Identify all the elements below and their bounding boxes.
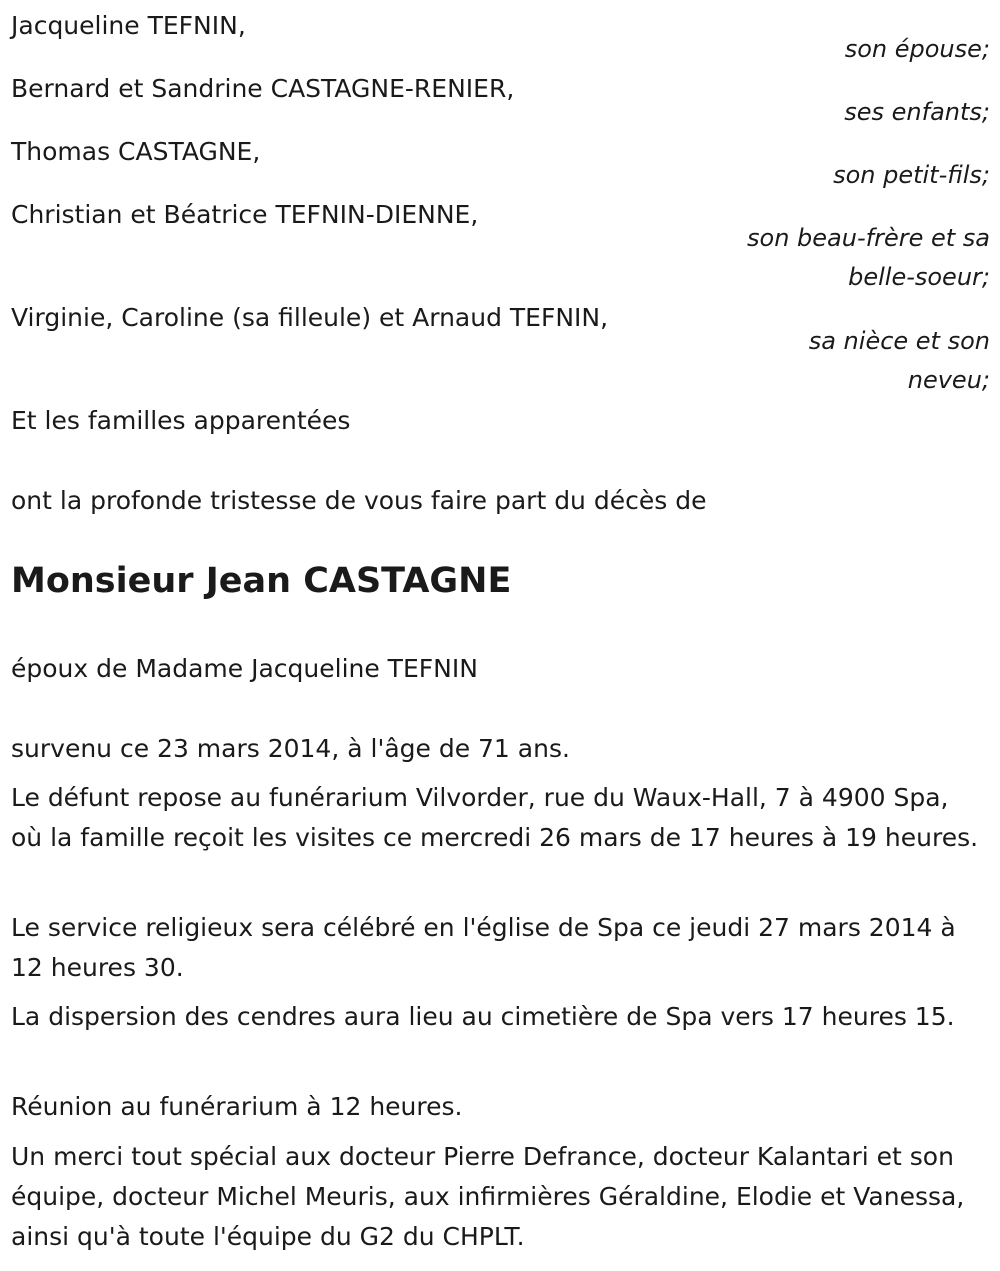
thanks-paragraph: Un merci tout spécial aux docteur Pierre Defrance, docteur Kalantari et son équipe, docteur Michel Meuris, aux infirmières Géraldine, Elodie et Vanessa, ainsi qu'à toute l'équipe du G2 du CHPLT. xyxy=(11,1142,965,1251)
family-member-role: son épouse; xyxy=(844,35,990,63)
family-member-name: Jacqueline TEFNIN, xyxy=(11,11,246,40)
family-member-role: son beau-frère et sa xyxy=(747,224,990,252)
ashes-paragraph: La dispersion des cendres aura lieu au cimetière de Spa vers 17 heures 15. xyxy=(11,1002,955,1031)
family-member-name: Thomas CASTAGNE, xyxy=(11,137,261,166)
family-member-role: ses enfants; xyxy=(844,98,990,126)
family-member-name: Bernard et Sandrine CASTAGNE-RENIER, xyxy=(11,74,515,103)
family-member-role: son petit-fils; xyxy=(833,161,990,189)
deceased-name: Monsieur Jean CASTAGNE xyxy=(11,561,512,601)
families-line: Et les familles apparentées xyxy=(11,406,351,435)
family-member-name: Christian et Béatrice TEFNIN-DIENNE, xyxy=(11,200,479,229)
service-paragraph: Le service religieux sera célébré en l'église de Spa ce jeudi 27 mars 2014 à 12 heures 30. xyxy=(11,913,956,982)
family-member-name: Virginie, Caroline (sa filleule) et Arnaud TEFNIN, xyxy=(11,303,609,332)
family-member-role: neveu; xyxy=(907,366,990,394)
date-age-paragraph: survenu ce 23 mars 2014, à l'âge de 71 ans. xyxy=(11,734,570,763)
funerarium-paragraph: Le défunt repose au funérarium Vilvorder, rue du Waux-Hall, 7 à 4900 Spa, où la famille reçoit les visites ce mercredi 26 mars de 17 heures à 19 heures. xyxy=(11,783,979,852)
reunion-paragraph: Réunion au funérarium à 12 heures. xyxy=(11,1092,463,1121)
family-member-role: sa nièce et son xyxy=(808,327,990,355)
family-member-role: belle-soeur; xyxy=(848,263,990,291)
spouse-line: époux de Madame Jacqueline TEFNIN xyxy=(11,654,478,683)
announcement-text: ont la profonde tristesse de vous faire part du décès de xyxy=(11,486,707,515)
